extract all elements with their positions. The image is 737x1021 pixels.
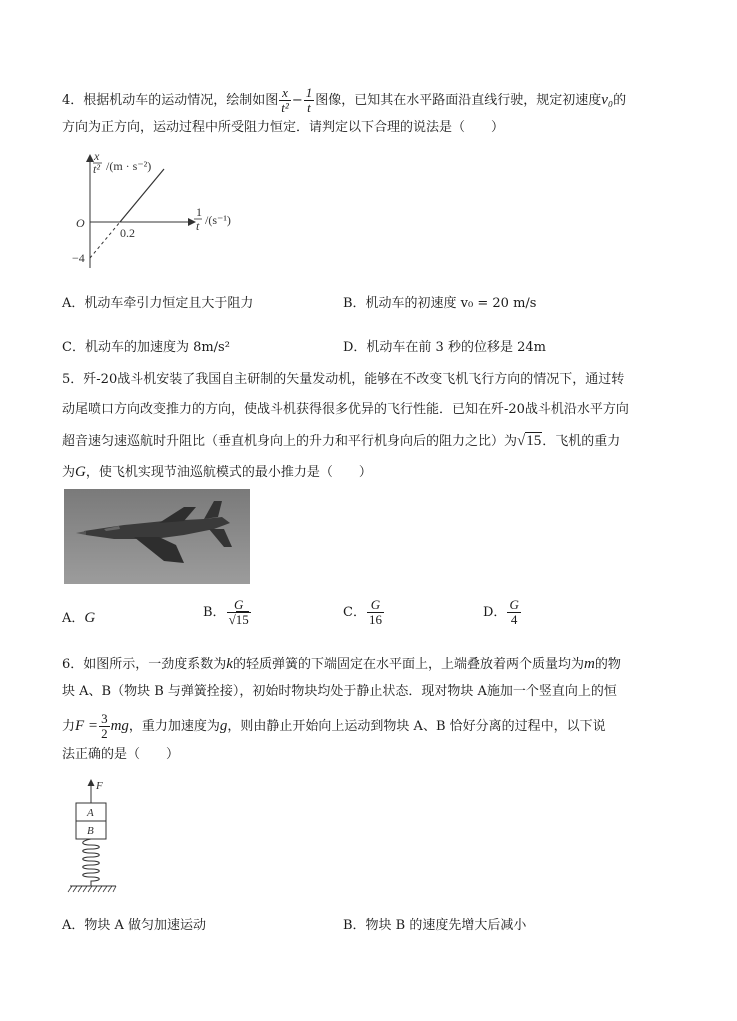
q6-line3: 力F = $\frac{3}{2}$ mg，重力加速度为g，则由静止开始向上运动到物块 A、B 恰好分离的过程中，以下说 [62, 711, 606, 741]
q5-line4: 为G，使飞机实现节油巡航模式的最小推力是（ ） [62, 464, 372, 480]
block-b-label: B [87, 825, 94, 837]
q4-line1: 4．根据机动车的运动情况，绘制如图 $\frac{x}{\text{t²}}$ − $\frac{1}{t}$ 图像，已知其在水平路面沿直线行驶，规定初速度v₀的 [62, 85, 627, 115]
q6-spring-diagram [66, 775, 126, 900]
q6-line1: 6．如图所示，一劲度系数为k的轻质弹簧的下端固定在水平面上，上端叠放着两个质量均为m的物 [62, 656, 621, 672]
graph-y-tick: −4 [72, 251, 85, 265]
j20-photo [64, 489, 250, 584]
block-a-label: A [87, 807, 94, 819]
q4-option-c: C．机动车的加速度为 8m/s² [62, 340, 230, 355]
q6-number: 6． [62, 657, 84, 672]
q6-line4: 法正确的是（ ） [62, 747, 180, 762]
q6-line2: 块 A、B（物块 B 与弹簧拴接），初始时物块均处于静止状态．现对物块 A施加一个竖直向上的恒 [62, 684, 617, 699]
graph-line-solid [120, 169, 164, 222]
q5-line3: 超音速匀速巡航时升阻比（垂直机身向上的升力和平行机身向后的阻力之比）为√15．飞机的重力 [62, 433, 621, 449]
q4-option-a: A．机动车牵引力恒定且大于阻力 [62, 296, 254, 311]
graph-origin: O [76, 216, 85, 230]
q5-line2: 动尾喷口方向改变推力的方向，使战斗机获得很多优异的飞行性能．已知在歼-20战斗机沿水平方向 [62, 402, 629, 417]
q4-option-b: B．机动车的初速度 v₀ = 20 m/s [343, 296, 537, 311]
q6-option-a: A．物块 A 做匀加速运动 [62, 918, 207, 933]
q4-frac-1-t: $\frac{1}{t}$ [305, 85, 313, 115]
q5-option-b: B． $\frac{G}{√15}$ [203, 597, 249, 627]
graph-line-dashed [90, 222, 120, 258]
graph-x-label-num: 1 [196, 205, 202, 219]
graph-x-label-den: t [196, 219, 200, 233]
q5-option-a: A．G [62, 610, 96, 626]
q4-line2: 方向为正方向，运动过程中所受阻力恒定．请判定以下合理的说法是（ ） [62, 120, 505, 135]
q5-line1: 5．歼-20战斗机安装了我国自主研制的矢量发动机，能够在不改变飞机飞行方向的情况下，通过转 [62, 372, 625, 387]
q5-option-c: C． $\frac{G}{16}$ [343, 597, 382, 627]
q4-number: 4． [62, 93, 84, 108]
q4-option-d: D．机动车在前 3 秒的位移是 24m [343, 340, 546, 355]
graph-y-unit: /(m · s⁻²) [106, 159, 152, 173]
spring [83, 839, 100, 886]
q5-option-d: D． $\frac{G}{4}$ [483, 597, 519, 627]
graph-y-label-num: x [94, 150, 100, 163]
q5-sqrt15: √15 [517, 433, 542, 449]
q6-option-b: B．物块 B 的速度先增大后减小 [343, 918, 527, 933]
q4-frac-x-t2: $\frac{x}{\text{t²}}$ [281, 85, 289, 115]
graph-x-tick: 0.2 [120, 226, 135, 240]
force-label: F [96, 780, 103, 792]
q4-graph [68, 150, 248, 275]
graph-x-unit: /(s⁻¹) [205, 213, 231, 227]
graph-y-label-den: t² [93, 162, 100, 176]
q5-number: 5． [62, 372, 84, 387]
